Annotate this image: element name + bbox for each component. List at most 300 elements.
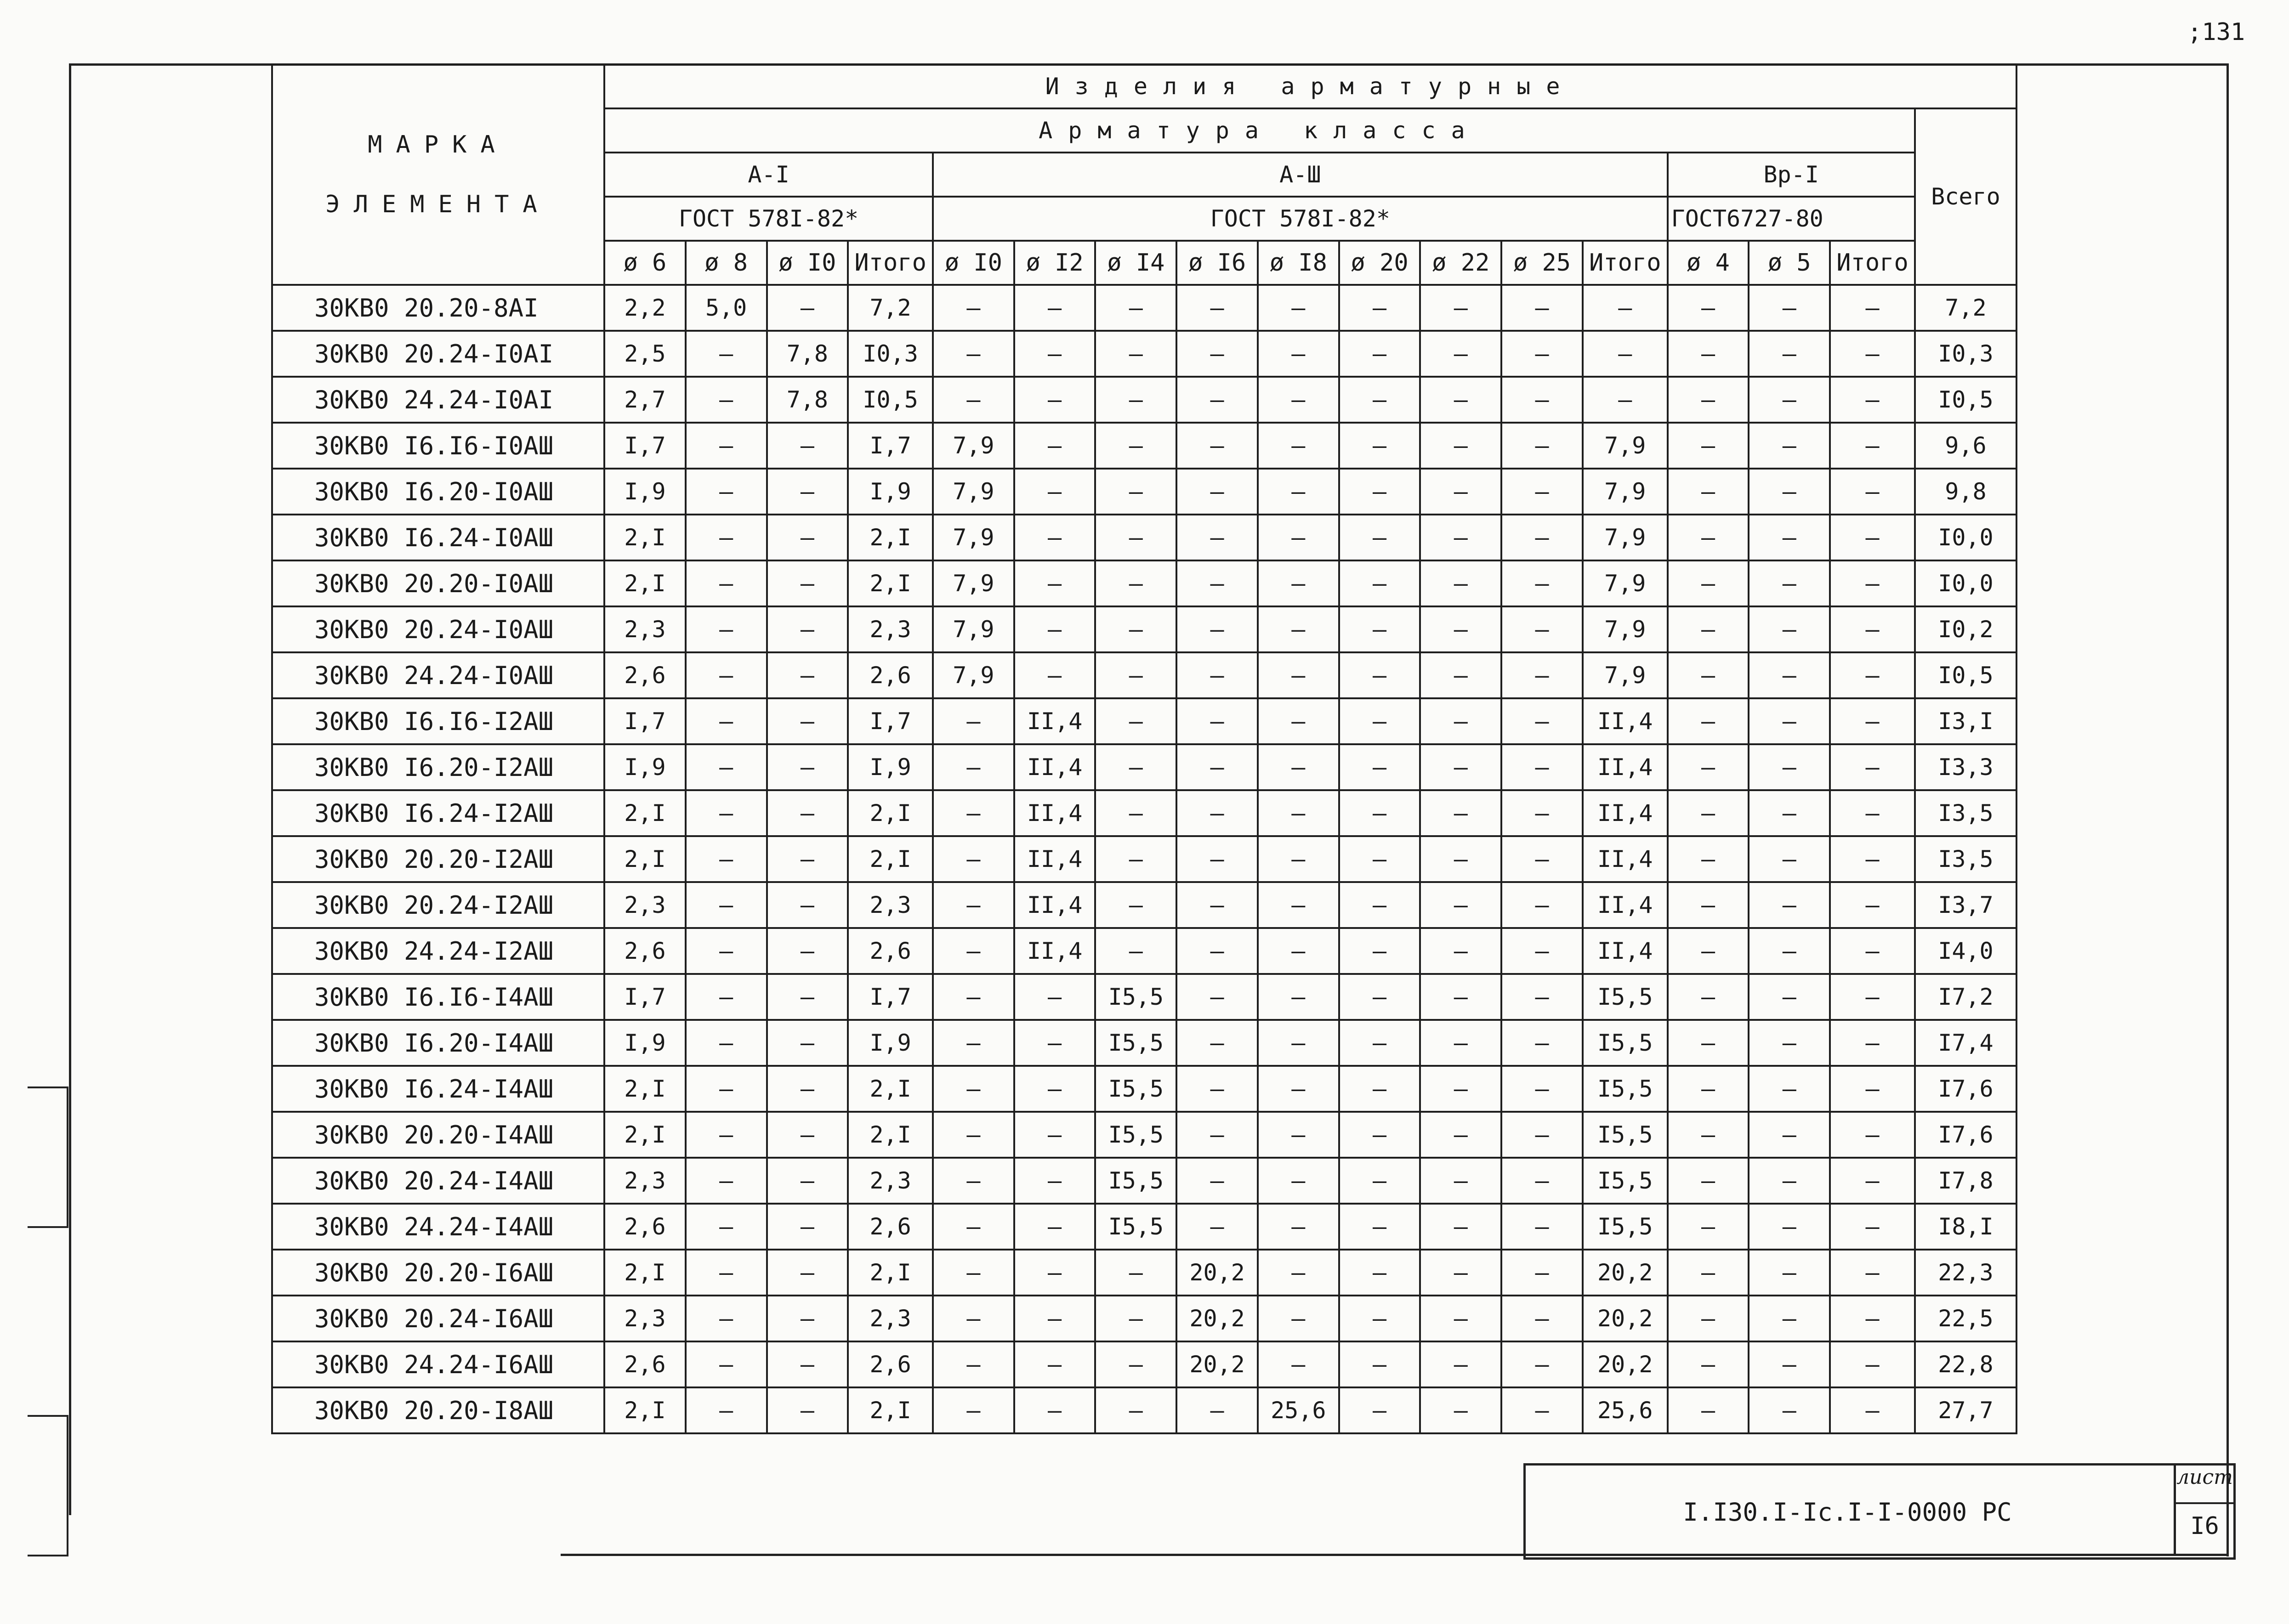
value-cell: – — [686, 606, 767, 652]
value-cell: – — [1420, 790, 1501, 836]
value-cell: – — [686, 1066, 767, 1112]
element-mark-cell: 30КВ0 I6.I6-I4АШ — [272, 974, 604, 1020]
value-cell: – — [1014, 1204, 1096, 1250]
value-cell: – — [1339, 560, 1420, 606]
value-cell: 25,6 — [1583, 1387, 1668, 1433]
value-cell: – — [1501, 560, 1583, 606]
value-cell: 25,6 — [1258, 1387, 1339, 1433]
value-cell: – — [1830, 1341, 1915, 1387]
value-cell: – — [1420, 606, 1501, 652]
value-cell: – — [1258, 652, 1339, 698]
element-mark-cell: 30КВ0 20.20-I2АШ — [272, 836, 604, 882]
value-cell: – — [933, 974, 1014, 1020]
value-cell: – — [1420, 698, 1501, 744]
value-cell: 7,9 — [933, 515, 1014, 560]
value-cell: – — [1176, 698, 1258, 744]
value-cell: – — [1339, 744, 1420, 790]
value-cell: – — [1501, 606, 1583, 652]
value-cell: I0,3 — [848, 331, 933, 377]
value-cell: – — [1749, 1341, 1830, 1387]
value-cell: – — [1749, 974, 1830, 1020]
value-cell: – — [1420, 928, 1501, 974]
value-cell: II,4 — [1583, 744, 1668, 790]
value-cell: – — [1668, 698, 1749, 744]
value-cell: – — [1014, 1066, 1096, 1112]
value-cell: – — [767, 652, 848, 698]
value-cell: – — [1258, 285, 1339, 331]
value-cell: – — [933, 1296, 1014, 1341]
value-cell: – — [1668, 652, 1749, 698]
diameter-header-a1-2: ø I0 — [767, 241, 848, 285]
value-cell: – — [1420, 836, 1501, 882]
value-cell: – — [1420, 882, 1501, 928]
value-cell: – — [767, 606, 848, 652]
value-cell: – — [1830, 423, 1915, 469]
value-cell: – — [1014, 331, 1096, 377]
value-cell: II,4 — [1014, 882, 1096, 928]
value-cell: – — [1830, 928, 1915, 974]
value-cell: – — [1830, 1387, 1915, 1433]
diameter-header-a3-3: ø I6 — [1176, 241, 1258, 285]
value-cell: – — [1668, 744, 1749, 790]
value-cell: – — [1501, 285, 1583, 331]
element-mark-cell: 30КВ0 24.24-I6АШ — [272, 1341, 604, 1387]
table-row — [272, 1341, 2016, 1387]
value-cell: – — [1749, 1158, 1830, 1204]
table-row — [272, 1158, 2016, 1204]
diameter-header-bp1-1: ø 5 — [1749, 241, 1830, 285]
value-cell: 2,I — [604, 1066, 686, 1112]
diameter-header-a1-3: Итого — [848, 241, 933, 285]
value-cell: I,7 — [604, 974, 686, 1020]
value-cell: – — [767, 974, 848, 1020]
value-cell: – — [686, 1387, 767, 1433]
value-cell: – — [767, 1296, 848, 1341]
value-cell: 2,3 — [848, 606, 933, 652]
value-cell: – — [1095, 285, 1176, 331]
value-cell: – — [1095, 515, 1176, 560]
value-cell: – — [1258, 331, 1339, 377]
value-cell: – — [1095, 1296, 1176, 1341]
value-cell: – — [1095, 652, 1176, 698]
value-cell: 2,I — [604, 515, 686, 560]
value-cell: – — [1830, 882, 1915, 928]
value-cell: – — [767, 836, 848, 882]
value-cell: – — [1830, 974, 1915, 1020]
value-cell: – — [1014, 1296, 1096, 1341]
value-cell: – — [686, 1158, 767, 1204]
value-cell: – — [1668, 469, 1749, 515]
value-cell: 2,I — [604, 1387, 686, 1433]
value-cell: – — [1014, 652, 1096, 698]
value-cell: – — [1749, 515, 1830, 560]
value-cell: I,9 — [604, 744, 686, 790]
value-cell: I5,5 — [1095, 1066, 1176, 1112]
value-cell: II,4 — [1583, 928, 1668, 974]
diameter-header-a3-6: ø 22 — [1420, 241, 1501, 285]
value-cell: – — [1830, 1158, 1915, 1204]
value-cell: I5,5 — [1583, 1204, 1668, 1250]
value-cell: – — [1014, 1020, 1096, 1066]
value-cell: – — [1501, 882, 1583, 928]
products-header: Изделия арматурные — [604, 64, 2016, 108]
table-row — [272, 469, 2016, 515]
sheet-box — [2174, 1466, 2233, 1556]
diameter-header-a3-8: Итого — [1583, 241, 1668, 285]
value-cell: – — [767, 423, 848, 469]
group-a3-header: A-Ш — [933, 153, 1668, 197]
value-cell: 2,3 — [604, 882, 686, 928]
value-cell: – — [933, 836, 1014, 882]
table-row — [272, 836, 2016, 882]
total-cell: I0,3 — [1915, 331, 2016, 377]
value-cell: 2,I — [604, 560, 686, 606]
value-cell: – — [1176, 377, 1258, 423]
value-cell: – — [1749, 606, 1830, 652]
value-cell: – — [767, 1341, 848, 1387]
value-cell: II,4 — [1583, 882, 1668, 928]
total-cell: 9,8 — [1915, 469, 2016, 515]
table-row — [272, 1387, 2016, 1433]
value-cell: – — [1258, 515, 1339, 560]
value-cell: – — [1095, 606, 1176, 652]
value-cell: – — [1583, 285, 1668, 331]
value-cell: – — [1339, 974, 1420, 1020]
total-cell: I3,I — [1915, 698, 2016, 744]
value-cell: – — [1501, 974, 1583, 1020]
value-cell: 7,9 — [1583, 469, 1668, 515]
value-cell: 20,2 — [1176, 1250, 1258, 1296]
value-cell: – — [767, 1112, 848, 1158]
total-cell: I7,2 — [1915, 974, 2016, 1020]
value-cell: – — [933, 744, 1014, 790]
value-cell: – — [933, 1204, 1014, 1250]
value-cell: – — [1258, 377, 1339, 423]
value-cell: – — [1420, 1112, 1501, 1158]
value-cell: – — [1095, 836, 1176, 882]
value-cell: – — [1668, 515, 1749, 560]
value-cell: – — [1749, 1204, 1830, 1250]
value-cell: – — [1668, 1204, 1749, 1250]
value-cell: – — [1339, 882, 1420, 928]
value-cell: 2,I — [848, 1112, 933, 1158]
value-cell: II,4 — [1014, 744, 1096, 790]
value-cell: – — [1420, 560, 1501, 606]
value-cell: – — [1258, 469, 1339, 515]
value-cell: – — [1014, 560, 1096, 606]
value-cell: II,4 — [1014, 836, 1096, 882]
element-mark-cell: 30КВ0 I6.20-I2АШ — [272, 744, 604, 790]
value-cell: – — [1420, 744, 1501, 790]
value-cell: 2,7 — [604, 377, 686, 423]
frame-right-line — [2227, 63, 2229, 1556]
value-cell: – — [1749, 698, 1830, 744]
value-cell: – — [1258, 1296, 1339, 1341]
value-cell: – — [1420, 1250, 1501, 1296]
value-cell: – — [1339, 1296, 1420, 1341]
value-cell: – — [1420, 331, 1501, 377]
gost-a1-header: ГОСТ 578I-82* — [604, 197, 933, 241]
value-cell: – — [1258, 928, 1339, 974]
value-cell: – — [1258, 1204, 1339, 1250]
value-cell: – — [1095, 744, 1176, 790]
value-cell: 2,I — [604, 1250, 686, 1296]
value-cell: – — [1176, 331, 1258, 377]
element-mark-cell: 30КВ0 20.24-I6АШ — [272, 1296, 604, 1341]
value-cell: – — [1258, 560, 1339, 606]
value-cell: – — [1830, 1296, 1915, 1341]
value-cell: – — [1339, 1387, 1420, 1433]
group-bp1-header: Bp-I — [1668, 153, 1915, 197]
total-cell: 22,8 — [1915, 1341, 2016, 1387]
value-cell: – — [1583, 377, 1668, 423]
value-cell: – — [1339, 1112, 1420, 1158]
value-cell: – — [1095, 377, 1176, 423]
value-cell: – — [1339, 928, 1420, 974]
total-cell: I3,7 — [1915, 882, 2016, 928]
value-cell: 2,3 — [848, 1296, 933, 1341]
table-row — [272, 1250, 2016, 1296]
table-row — [272, 515, 2016, 560]
value-cell: – — [1258, 1112, 1339, 1158]
total-cell: I8,I — [1915, 1204, 2016, 1250]
value-cell: – — [686, 1341, 767, 1387]
value-cell: 2,3 — [848, 882, 933, 928]
element-mark-cell: 30КВ0 I6.I6-I2АШ — [272, 698, 604, 744]
value-cell: 20,2 — [1176, 1296, 1258, 1341]
value-cell: – — [1258, 790, 1339, 836]
value-cell: – — [1339, 698, 1420, 744]
value-cell: – — [767, 285, 848, 331]
table-row — [272, 1066, 2016, 1112]
value-cell: – — [1749, 790, 1830, 836]
frame-left-line — [69, 63, 71, 1515]
table-row — [272, 1112, 2016, 1158]
total-cell: 27,7 — [1915, 1387, 2016, 1433]
value-cell: – — [1668, 377, 1749, 423]
table-row — [272, 882, 2016, 928]
value-cell: – — [933, 1341, 1014, 1387]
value-cell: – — [1749, 1250, 1830, 1296]
value-cell: 7,9 — [1583, 652, 1668, 698]
value-cell: – — [933, 1158, 1014, 1204]
value-cell: I,7 — [848, 698, 933, 744]
value-cell: I,9 — [848, 744, 933, 790]
value-cell: – — [1258, 1341, 1339, 1387]
diameter-header-a3-2: ø I4 — [1095, 241, 1176, 285]
value-cell: – — [1749, 423, 1830, 469]
margin-binding-box — [28, 1415, 68, 1556]
value-cell: 2,6 — [604, 928, 686, 974]
value-cell: – — [1339, 1341, 1420, 1387]
value-cell: 7,9 — [1583, 606, 1668, 652]
value-cell: – — [1501, 1112, 1583, 1158]
value-cell: – — [1749, 1066, 1830, 1112]
value-cell: – — [933, 331, 1014, 377]
value-cell: II,4 — [1583, 698, 1668, 744]
value-cell: – — [1420, 1387, 1501, 1433]
value-cell: – — [1668, 1158, 1749, 1204]
value-cell: – — [1501, 1296, 1583, 1341]
value-cell: I,7 — [848, 423, 933, 469]
table-row — [272, 1296, 2016, 1341]
value-cell: – — [686, 974, 767, 1020]
table-row — [272, 652, 2016, 698]
value-cell: – — [1258, 423, 1339, 469]
total-cell: I7,4 — [1915, 1020, 2016, 1066]
value-cell: II,4 — [1014, 790, 1096, 836]
table-row — [272, 790, 2016, 836]
total-cell: I0,5 — [1915, 652, 2016, 698]
value-cell: – — [686, 1112, 767, 1158]
value-cell: I,9 — [848, 469, 933, 515]
value-cell: – — [767, 469, 848, 515]
value-cell: I5,5 — [1095, 1020, 1176, 1066]
table-row — [272, 1204, 2016, 1250]
margin-binding-box — [28, 1086, 68, 1228]
table-row — [272, 331, 2016, 377]
value-cell: – — [1339, 515, 1420, 560]
value-cell: – — [933, 928, 1014, 974]
value-cell: 7,8 — [767, 377, 848, 423]
value-cell: – — [1830, 744, 1915, 790]
value-cell: I,9 — [604, 1020, 686, 1066]
element-mark-cell: 30КВ0 20.20-I4АШ — [272, 1112, 604, 1158]
value-cell: – — [1258, 1066, 1339, 1112]
value-cell: – — [1176, 423, 1258, 469]
total-header: Всего — [1915, 108, 2016, 285]
value-cell: – — [1014, 1112, 1096, 1158]
value-cell: – — [767, 790, 848, 836]
value-cell: – — [1501, 331, 1583, 377]
value-cell: I0,5 — [848, 377, 933, 423]
value-cell: – — [1176, 1204, 1258, 1250]
value-cell: – — [767, 1250, 848, 1296]
value-cell: – — [1501, 469, 1583, 515]
diameter-header-bp1-0: ø 4 — [1668, 241, 1749, 285]
value-cell: I,7 — [604, 423, 686, 469]
value-cell: 2,6 — [848, 1341, 933, 1387]
value-cell: I,9 — [848, 1020, 933, 1066]
value-cell: 2,3 — [604, 1158, 686, 1204]
value-cell: – — [1420, 377, 1501, 423]
value-cell: – — [1339, 331, 1420, 377]
value-cell: – — [1749, 285, 1830, 331]
group-a1-header: A-I — [604, 153, 933, 197]
value-cell: – — [1830, 1204, 1915, 1250]
total-cell: 22,3 — [1915, 1250, 2016, 1296]
value-cell: 2,6 — [848, 652, 933, 698]
value-cell: – — [1339, 606, 1420, 652]
value-cell: – — [1668, 1066, 1749, 1112]
value-cell: 20,2 — [1583, 1250, 1668, 1296]
value-cell: – — [1014, 377, 1096, 423]
value-cell: – — [1420, 652, 1501, 698]
value-cell: – — [1420, 1158, 1501, 1204]
element-mark-cell: 30КВ0 I6.24-I2АШ — [272, 790, 604, 836]
value-cell: I5,5 — [1095, 974, 1176, 1020]
value-cell: I5,5 — [1583, 1066, 1668, 1112]
total-cell: I0,0 — [1915, 560, 2016, 606]
reinforcement-class-header: Арматура класса — [604, 108, 1915, 153]
value-cell: – — [686, 423, 767, 469]
value-cell: – — [1095, 1387, 1176, 1433]
value-cell: – — [767, 882, 848, 928]
element-mark-cell: 30КВ0 I6.24-I4АШ — [272, 1066, 604, 1112]
value-cell: – — [1014, 423, 1096, 469]
value-cell: – — [1339, 836, 1420, 882]
value-cell: – — [1749, 928, 1830, 974]
value-cell: – — [1095, 928, 1176, 974]
mark-header-line1: МАРКА — [368, 131, 509, 158]
value-cell: 2,I — [848, 790, 933, 836]
value-cell: – — [1095, 1250, 1176, 1296]
element-mark-cell: 30КВ0 24.24-I4АШ — [272, 1204, 604, 1250]
element-mark-cell: 30КВ0 I6.I6-I0АШ — [272, 423, 604, 469]
value-cell: – — [767, 1066, 848, 1112]
value-cell: – — [1258, 1158, 1339, 1204]
value-cell: – — [1830, 790, 1915, 836]
value-cell: – — [767, 515, 848, 560]
value-cell: – — [1420, 1020, 1501, 1066]
value-cell: 7,9 — [1583, 515, 1668, 560]
value-cell: – — [1258, 974, 1339, 1020]
total-cell: I3,5 — [1915, 790, 2016, 836]
value-cell: – — [1501, 928, 1583, 974]
value-cell: – — [1258, 1020, 1339, 1066]
value-cell: – — [1420, 423, 1501, 469]
value-cell: – — [1668, 882, 1749, 928]
value-cell: 7,8 — [767, 331, 848, 377]
value-cell: – — [1830, 515, 1915, 560]
value-cell: I5,5 — [1583, 1112, 1668, 1158]
table-row — [272, 377, 2016, 423]
table-row — [272, 1020, 2016, 1066]
value-cell: – — [1176, 1112, 1258, 1158]
value-cell: – — [1095, 560, 1176, 606]
title-block-stamp — [1523, 1463, 2236, 1560]
value-cell: – — [1176, 882, 1258, 928]
value-cell: – — [1176, 928, 1258, 974]
value-cell: I5,5 — [1583, 974, 1668, 1020]
value-cell: – — [1830, 698, 1915, 744]
value-cell: – — [1258, 1250, 1339, 1296]
value-cell: – — [1176, 744, 1258, 790]
value-cell: 2,I — [848, 560, 933, 606]
spec-table-body — [272, 285, 2016, 1433]
element-mark-cell: 30КВ0 20.20-I8АШ — [272, 1387, 604, 1433]
total-cell: 7,2 — [1915, 285, 2016, 331]
total-cell: I3,5 — [1915, 836, 2016, 882]
value-cell: – — [1095, 469, 1176, 515]
total-cell: I0,5 — [1915, 377, 2016, 423]
value-cell: – — [686, 744, 767, 790]
mark-header-line2: ЭЛЕМЕНТА — [325, 191, 551, 218]
value-cell: – — [686, 1020, 767, 1066]
value-cell: – — [933, 790, 1014, 836]
value-cell: – — [1830, 1112, 1915, 1158]
value-cell: – — [767, 1020, 848, 1066]
value-cell: – — [1095, 882, 1176, 928]
value-cell: – — [1749, 331, 1830, 377]
value-cell: – — [1668, 1341, 1749, 1387]
value-cell: – — [933, 1250, 1014, 1296]
table-row — [272, 285, 2016, 331]
value-cell: – — [686, 515, 767, 560]
value-cell: – — [767, 1158, 848, 1204]
reinforcement-spec-table — [271, 63, 2017, 1434]
value-cell: – — [1668, 836, 1749, 882]
